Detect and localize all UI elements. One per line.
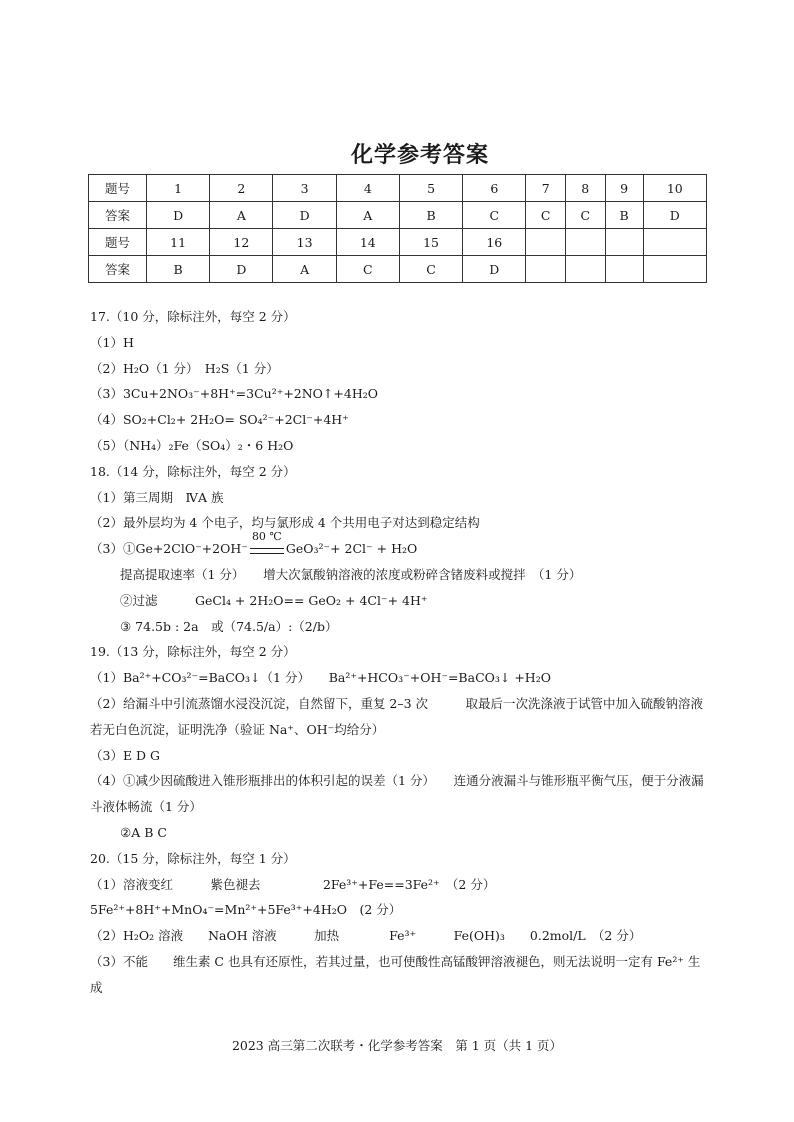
- q17-a5: （5）（NH₄）₂Fe（SO₄）₂・6 H₂O: [90, 437, 294, 453]
- table-cell: 4: [336, 175, 399, 202]
- table-cell: 1: [147, 175, 210, 202]
- q18-a2: （2）最外层均为 4 个电子，均与氯形成 4 个共用电子对达到稳定结构: [90, 515, 480, 531]
- table-cell: C: [336, 256, 399, 283]
- table-cell: [643, 256, 706, 283]
- q20-a2: （2）H₂O₂ 溶液 NaOH 溶液 加热 Fe³⁺ Fe(OH)₃ 0.2mol/L （2 分）: [90, 928, 642, 944]
- q17-a3: （3）3Cu+2NO₃⁻+8H⁺=3Cu²⁺+2NO↑+4H₂O: [90, 386, 378, 402]
- table-cell: 12: [210, 229, 273, 256]
- table-cell: 6: [463, 175, 526, 202]
- q18-a1: （1）第三周期 ⅣA 族: [90, 489, 224, 505]
- table-row: [89, 256, 707, 283]
- table-cell: C: [463, 202, 526, 229]
- table-cell: 2: [210, 175, 273, 202]
- table-row-header: 题号: [89, 229, 147, 256]
- table-cell: D: [643, 202, 706, 229]
- q20-header: 20.（15 分，除标注外，每空 1 分）: [90, 850, 296, 866]
- table-cell: C: [399, 256, 462, 283]
- table-row: [89, 229, 707, 256]
- table-cell: 7: [526, 175, 566, 202]
- table-cell: 5: [399, 175, 462, 202]
- table-cell: C: [526, 202, 566, 229]
- q20-a1b: 5Fe²⁺+8H⁺+MnO₄⁻=Mn²⁺+5Fe³⁺+4H₂O (2 分）: [90, 902, 402, 918]
- table-row-header: 答案: [89, 256, 147, 283]
- table-cell: 13: [273, 229, 336, 256]
- table-cell: 14: [336, 229, 399, 256]
- table-cell: B: [605, 202, 643, 229]
- reaction-arrow: [248, 529, 286, 556]
- table-cell: D: [147, 202, 210, 229]
- table-cell: 11: [147, 229, 210, 256]
- table-cell: D: [273, 202, 336, 229]
- table-cell: [605, 229, 643, 256]
- table-cell: [526, 229, 566, 256]
- q17-a2: （2）H₂O（1 分） H₂S（1 分）: [90, 360, 279, 376]
- q19-a2: （2）给漏斗中引流蒸馏水浸没沉淀，自然留下，重复 2–3 次 取最后一次洗涤液于试管中加入硫酸钠溶液若无白色沉淀，证明洗净（验证 Na⁺、OH⁻均给分）: [90, 695, 704, 737]
- table-cell: D: [463, 256, 526, 283]
- table-row-header: 答案: [89, 202, 147, 229]
- q18-a3-left: （3）①Ge+2ClO⁻+2OH⁻: [90, 541, 248, 557]
- table-cell: A: [273, 256, 336, 283]
- table-cell: B: [399, 202, 462, 229]
- q19-a4b: ②A B C: [120, 824, 167, 840]
- table-cell: 9: [605, 175, 643, 202]
- q19-a4: （4）①减少因硫酸进入锥形瓶排出的体积引起的误差（1 分） 连通分液漏斗与锥形瓶平衡气压，便于分液漏斗液体畅流（1 分）: [90, 773, 704, 815]
- table-cell: [526, 256, 566, 283]
- q18-a3-line4: ③ 74.5b : 2a 或（74.5/a）:（2/b）: [120, 618, 338, 634]
- table-cell: [605, 256, 643, 283]
- table-cell: 8: [565, 175, 605, 202]
- reaction-condition: 80 ℃: [251, 529, 282, 543]
- q20-a3: （3）不能 维生素 C 也具有还原性，若其过量，也可使酸性高锰酸钾溶液褪色，则无法说明一定有 Fe²⁺ 生成: [90, 953, 701, 995]
- table-cell: A: [336, 202, 399, 229]
- table-row: [89, 202, 707, 229]
- q18-a3-right: GeO₃²⁻+ 2Cl⁻ + H₂O: [285, 541, 418, 557]
- table-cell: C: [565, 202, 605, 229]
- table-row-header: 题号: [89, 175, 147, 202]
- table-cell: 10: [643, 175, 706, 202]
- answer-body: [90, 304, 710, 1001]
- table-cell: [565, 256, 605, 283]
- table-cell: 16: [463, 229, 526, 256]
- q20-a1: （1）溶液变红 紫色褪去 2Fe³⁺+Fe==3Fe²⁺ （2 分）: [90, 876, 496, 892]
- page-footer: 2023 高三第二次联考・化学参考答案 第 1 页（共 1 页）: [231, 1038, 563, 1053]
- table-cell: A: [210, 202, 273, 229]
- q18-header: 18.（14 分，除标注外，每空 2 分）: [90, 463, 296, 479]
- page-title: 化学参考答案: [350, 142, 489, 168]
- q18-a3-line2: 提高提取速率（1 分） 增大次氯酸钠溶液的浓度或粉碎含锗废料或搅拌 （1 分）: [120, 566, 582, 582]
- table-cell: 3: [273, 175, 336, 202]
- answer-table: [88, 174, 707, 283]
- q18-a3: [90, 529, 710, 562]
- q18-a3-line3: ②过滤 GeCl₄ + 2H₂O== GeO₂ + 4Cl⁻+ 4H⁺: [120, 592, 428, 608]
- q17-header: 17.（10 分，除标注外，每空 2 分）: [90, 309, 296, 324]
- q19-header: 19.（13 分，除标注外，每空 2 分）: [90, 644, 296, 660]
- table-cell: [643, 229, 706, 256]
- q19-a1: （1）Ba²⁺+CO₃²⁻=BaCO₃↓（1 分） Ba²⁺+HCO₃⁻+OH⁻=BaCO₃↓ +H₂O: [90, 670, 551, 686]
- table-row: [89, 175, 707, 202]
- q17-a4: （4）SO₂+Cl₂+ 2H₂O= SO₄²⁻+2Cl⁻+4H⁺: [90, 412, 349, 428]
- q17-a1: （1）H: [90, 334, 134, 350]
- table-cell: B: [147, 256, 210, 283]
- q19-a3: （3）E D G: [90, 747, 161, 763]
- table-cell: D: [210, 256, 273, 283]
- table-cell: [565, 229, 605, 256]
- table-cell: 15: [399, 229, 462, 256]
